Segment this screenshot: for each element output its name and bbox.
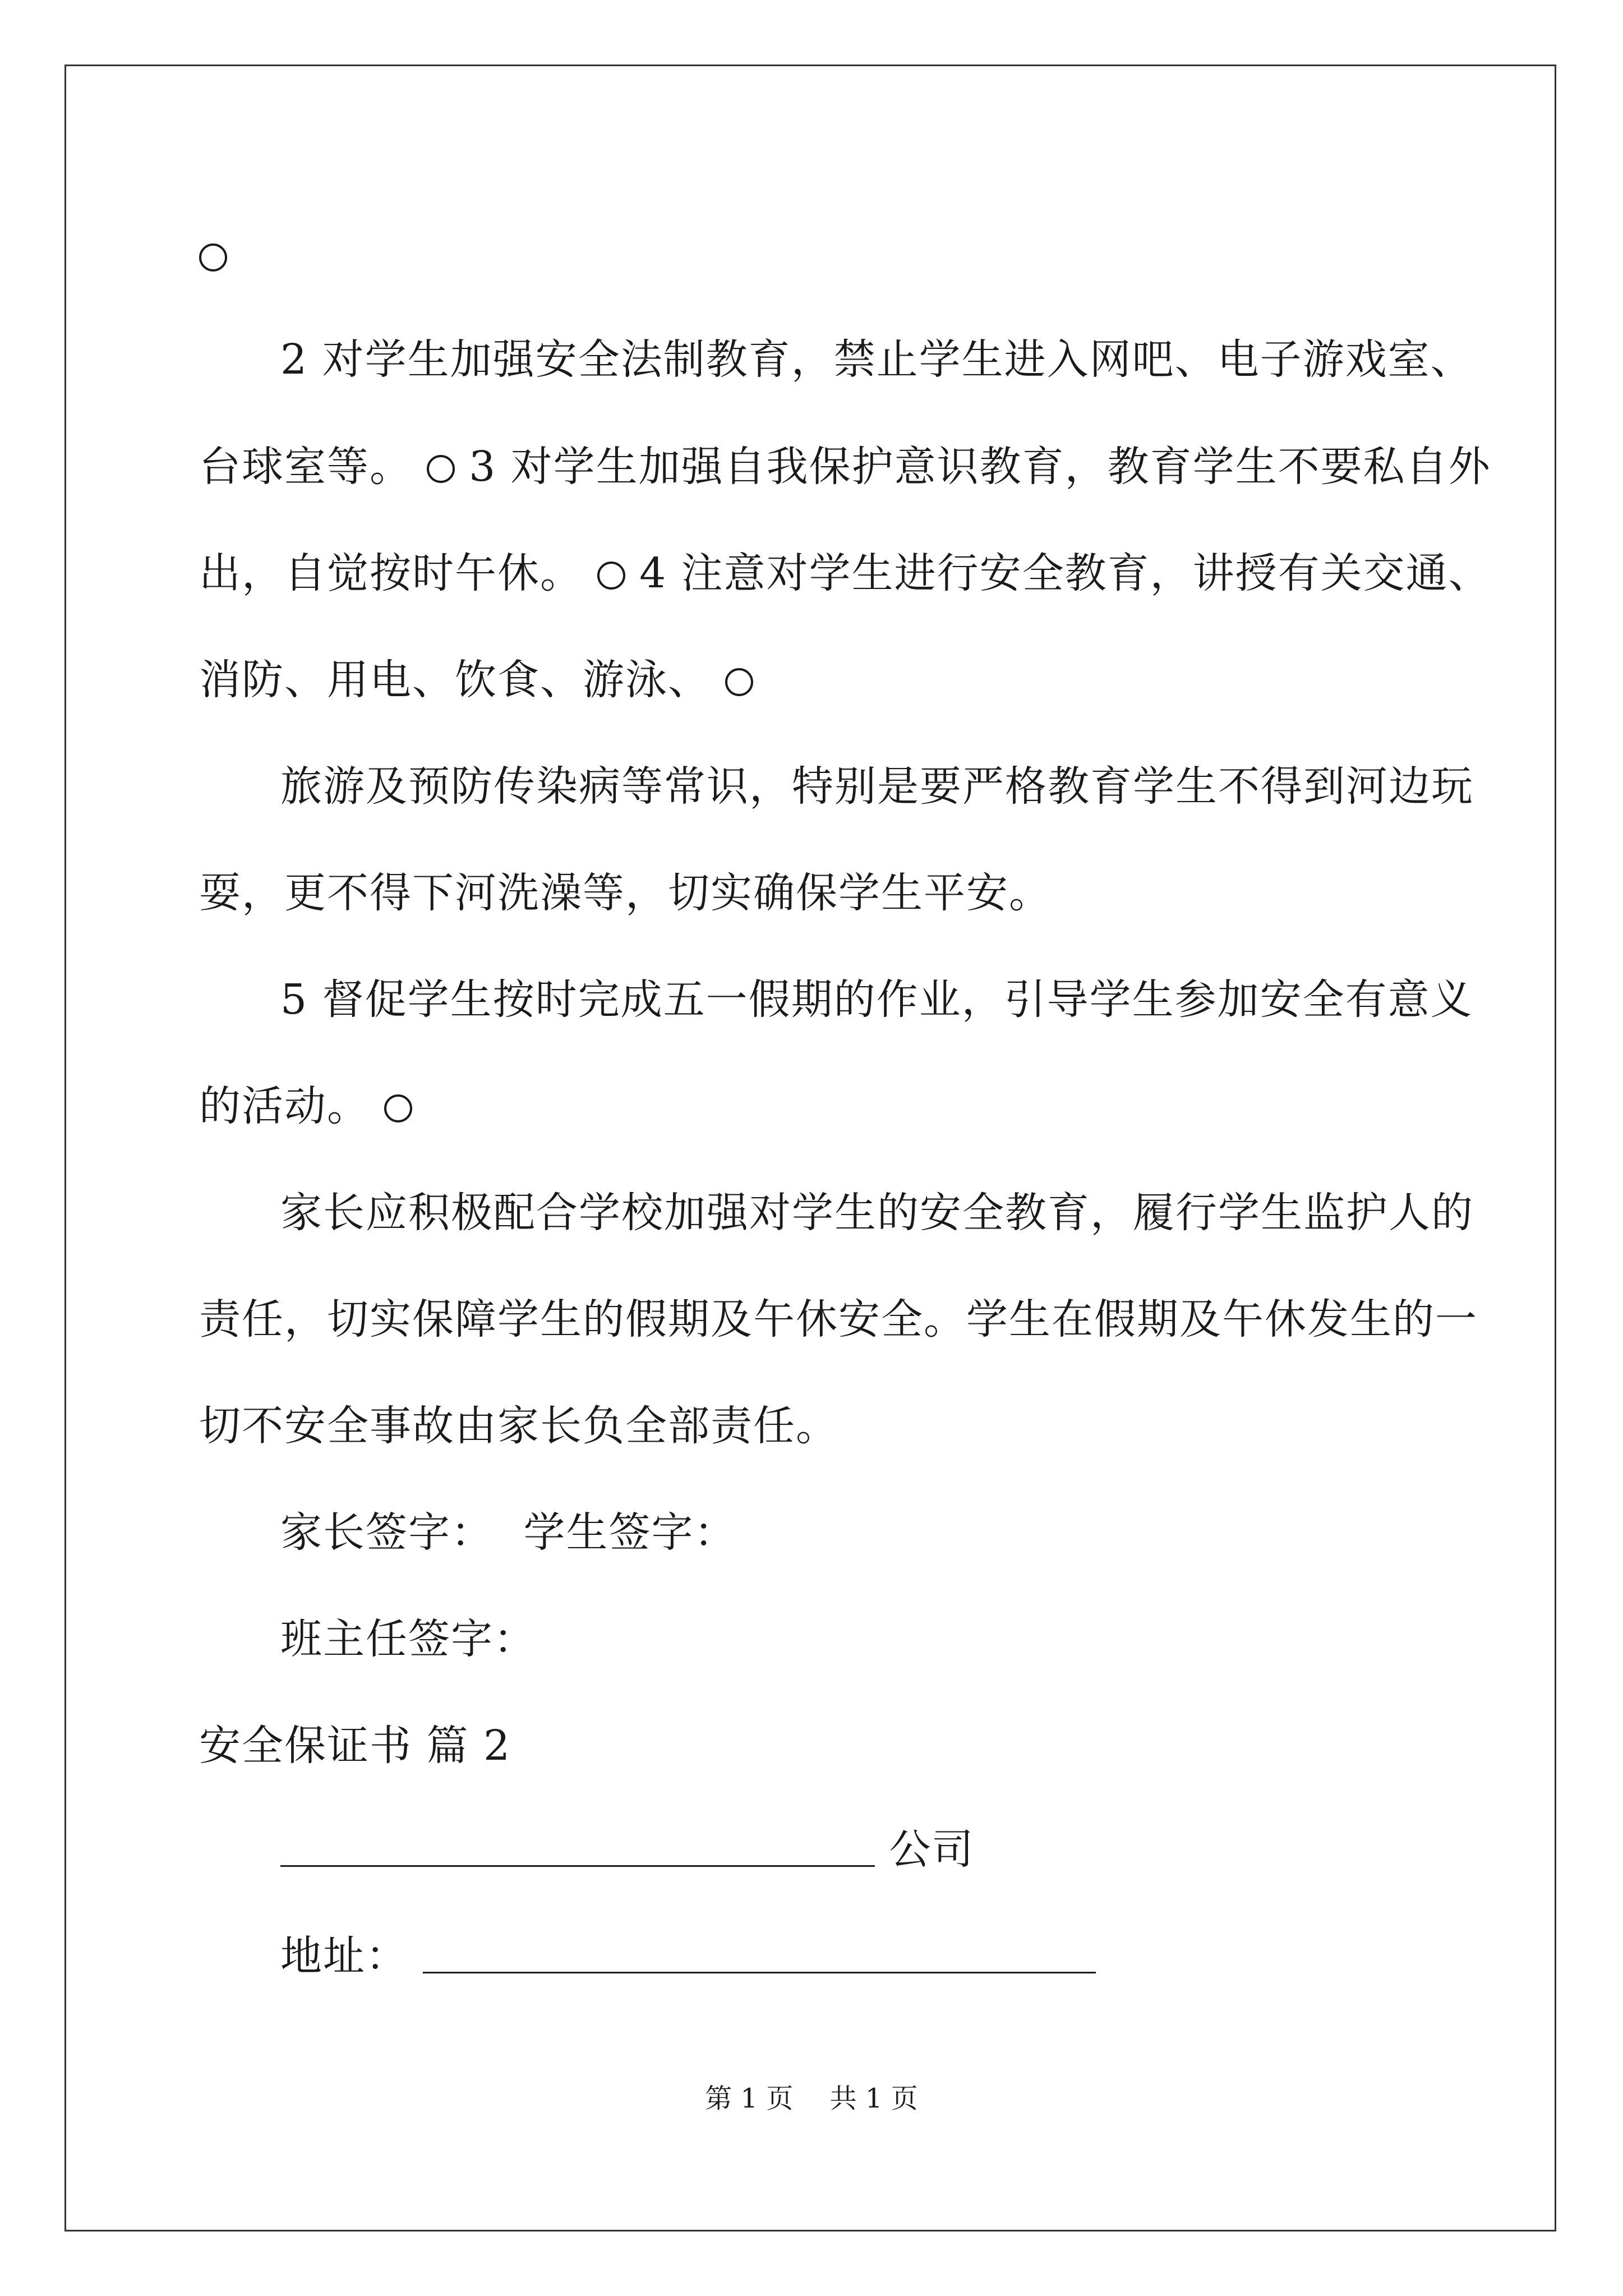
paragraph-line-10: 责任，切实保障学生的假期及午休安全。学生在假期及午休发生的一: [199, 1295, 1478, 1343]
circle-marker: [384, 1094, 412, 1122]
page-footer: [0, 2077, 1623, 2115]
paragraph-line-3: 出，自觉按时午休。 4 注意对学生进行安全教育，讲授有关交通、: [199, 549, 1491, 597]
company-line: 公司: [280, 1829, 975, 1870]
teacher-signature-label: 班主任签字：: [280, 1615, 536, 1663]
circle-marker: [597, 562, 625, 590]
paragraph-line-8: 的活动。: [199, 1085, 412, 1127]
address-label: 地址：: [280, 1932, 408, 1980]
page-number: 第 1 页: [705, 2083, 794, 2114]
address-blank: [423, 1937, 1096, 1973]
company-blank: [280, 1830, 875, 1867]
paragraph-line-11: 切不安全事故由家长负全部责任。: [199, 1402, 838, 1450]
page-total: 共 1 页: [829, 2083, 918, 2114]
paragraph-line-9: 家长应积极配合学校加强对学生的安全教育，履行学生监护人的: [280, 1189, 1474, 1237]
paragraph-line-2: 台球室等。 3 对学生加强自我保护意识教育，教育学生不要私自外: [199, 443, 1491, 491]
circle-marker: [725, 668, 753, 696]
circle-marker-line: [199, 234, 227, 276]
section-heading: 安全保证书 篇 2: [199, 1722, 511, 1770]
paragraph-line-5: 旅游及预防传染病等常识，特别是要严格教育学生不得到河边玩: [280, 762, 1474, 811]
paragraph-line-4: 消防、用电、饮食、游泳、: [199, 659, 753, 701]
student-signature-label: 学生签字：: [523, 1508, 737, 1557]
paragraph-line-6: 耍，更不得下河洗澡等，切实确保学生平安。: [199, 869, 1052, 917]
circle-marker: [199, 243, 227, 272]
page-border: [64, 65, 1556, 2231]
parent-signature-label: 家长签字：: [280, 1508, 494, 1557]
paragraph-line-7: 5 督促学生按时完成五一假期的作业，引导学生参加安全有意义: [280, 976, 1473, 1024]
paragraph-line-1: 2 对学生加强安全法制教育，禁止学生进入网吧、电子游戏室、: [280, 335, 1473, 384]
circle-marker: [427, 455, 455, 483]
signature-line-parent-student: [280, 1508, 737, 1557]
address-line: [280, 1932, 1096, 1980]
